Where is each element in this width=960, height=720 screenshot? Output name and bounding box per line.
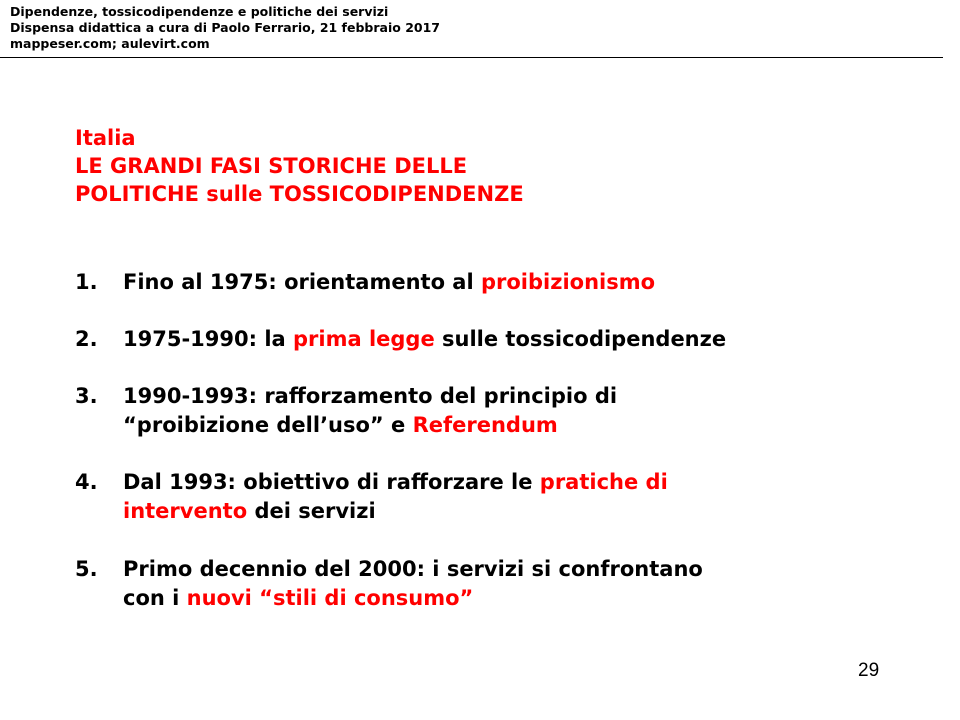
list-item-body — [123, 382, 617, 440]
header-line-3: mappeser.com; aulevirt.com — [10, 36, 210, 51]
line-text: Primo decennio del 2000: i servizi si confrontano — [123, 557, 703, 581]
list-item-body — [123, 268, 655, 297]
list-item-line — [123, 555, 703, 584]
highlighted-text: proibizionismo — [480, 270, 656, 294]
list-item-line — [123, 268, 655, 297]
line-text: “proibizione dell’uso” e — [123, 413, 413, 437]
highlighted-text: nuovi “stili di consumo” — [186, 586, 474, 610]
highlighted-text: intervento — [123, 499, 248, 523]
line-text: sulle tossicodipendenze — [434, 327, 727, 351]
list-item-body — [123, 468, 668, 526]
list-item-body — [123, 555, 703, 613]
list-item-line — [123, 382, 617, 411]
line-text: 1975-1990: la — [123, 327, 293, 351]
list-item-number: 2. — [75, 327, 98, 351]
highlighted-text: pratiche di — [539, 470, 668, 494]
list-item-line — [123, 497, 668, 526]
header-line-2: Dispensa didattica a cura di Paolo Ferrario, 21 febbraio 2017 — [10, 20, 440, 35]
slide-title — [75, 124, 524, 208]
list-item-line — [123, 325, 726, 354]
highlighted-text: Referendum — [412, 413, 558, 437]
list-item-line — [123, 468, 668, 497]
line-text: con i — [123, 586, 187, 610]
title-line-1: Italia — [75, 126, 136, 150]
list-item-line — [123, 411, 617, 440]
line-text: Fino al 1975: orientamento al — [123, 270, 481, 294]
line-text: 1990-1993: rafforzamento del principio di — [123, 384, 618, 408]
page-number: 29 — [858, 660, 880, 681]
header-line-1: Dipendenze, tossicodipendenze e politiche dei servizi — [10, 4, 389, 19]
list-item-number: 1. — [75, 270, 98, 294]
line-text: dei servizi — [247, 499, 376, 523]
header-divider — [0, 57, 943, 58]
list-item-line — [123, 584, 703, 613]
list-item-body — [123, 325, 726, 354]
list-item-number: 3. — [75, 384, 98, 408]
line-text: Dal 1993: obiettivo di rafforzare le — [123, 470, 540, 494]
list-item-number: 4. — [75, 470, 98, 494]
highlighted-text: prima legge — [293, 327, 435, 351]
title-line-3: POLITICHE sulle TOSSICODIPENDENZE — [75, 182, 524, 206]
list-item-number: 5. — [75, 557, 98, 581]
title-line-2: LE GRANDI FASI STORICHE DELLE — [75, 154, 468, 178]
document-header — [10, 4, 440, 52]
